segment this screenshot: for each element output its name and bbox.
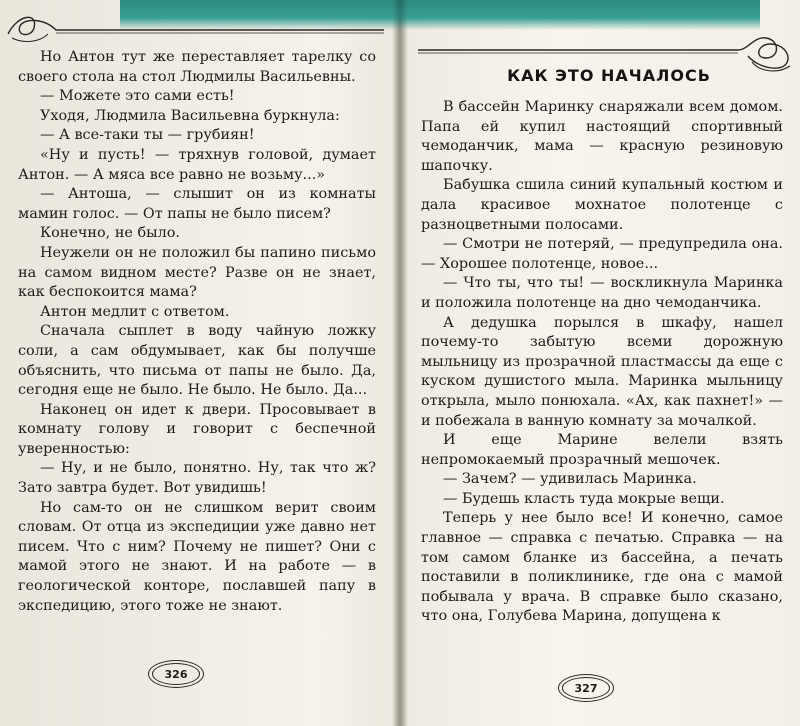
paragraph: Конечно, не было.	[40, 225, 181, 242]
paragraph: — Будешь класть туда мокрые вещи.	[443, 490, 725, 507]
paragraph: Теперь у нее было все! И конечно, самое главное — справка с печатью. Справка — на том самом бланке из бассейна, а печать поставили в поликлинике, где она с мамой побывала у врача. В справке было сказано, что она, Голубева Марина, допущена к	[421, 510, 783, 625]
paragraph: «Ну и пусть! — тряхнув головой, думает Антон. — А мяса все равно не возьму...»	[18, 146, 376, 183]
paragraph: — Что ты, что ты! — воскликнула Маринка и положила полотенце на дно чемоданчика.	[421, 275, 783, 311]
paragraph: Но Антон тут же переставляет тарелку со своего стола на стол Людмилы Васильевны.	[18, 49, 376, 85]
book-gutter	[392, 0, 408, 726]
paragraph: — А все-таки ты — грубиян!	[40, 127, 255, 144]
corner-ornament-icon	[4, 8, 384, 48]
left-page-text	[18, 48, 376, 616]
paragraph: — Можете это сами есть!	[40, 88, 235, 105]
paragraph: Сначала сыплет в воду чайную ложку соли, а сам обдумывает, как бы получше объяснить, что письма от папы не было. Да, сегодня еще не было. Не было. Не было. Да...	[18, 323, 376, 399]
paragraph: Наконец он идет к двери. Просовывает в комнату голову и говорит с беспечной уверенностью:	[18, 401, 376, 457]
paragraph: — Зачем? — удивилась Маринка.	[443, 471, 697, 488]
paragraph: А дедушка порылся в шкафу, нашел почему-то забытую всеми дорожную мыльницу из прозрачной пластмассы да еще с куском душистого мыла. Маринка мыльницу открыла, мыло понюхала. «Ах, как пахнет!» — и побежала в ванную комнату за мочалкой.	[421, 314, 783, 429]
paragraph: Уходя, Людмила Васильевна буркнула:	[40, 107, 340, 124]
right-page	[408, 0, 800, 726]
page-number-right	[558, 674, 614, 702]
paragraph: Антон медлит с ответом.	[40, 303, 230, 320]
paragraph: — Смотри не потеряй, — предупредила она. — Хорошее полотенце, новое...	[421, 236, 783, 272]
page-number-text: 326	[164, 667, 188, 681]
right-page-text	[421, 98, 783, 627]
left-page	[0, 0, 392, 726]
paragraph: Но сам-то он не слишком верит своим словам. От отца из экспедиции уже давно нет писем. Что с ним? Почему не пишет? Они с мамой этого не знают. И на работе — в геологической конторе, пославшей папу в экспедицию, этого тоже не знают.	[18, 499, 376, 614]
page-number-text: 327	[574, 681, 598, 695]
paragraph: Бабушка сшила синий купальный костюм и дала красивое мохнатое полотенце с разноцветными полосами.	[421, 177, 783, 233]
paragraph: — Антоша, — слышит он из комнаты мамин голос. — От папы не было писем?	[18, 186, 376, 222]
chapter-title: КАК ЭТО НАЧАЛОСЬ	[507, 66, 711, 85]
paragraph: Неужели он не положил бы папино письмо на самом видном месте? Разве он не знает, как беспокоится мама?	[18, 244, 376, 301]
paragraph: И еще Марине велели взять непромокаемый прозрачный мешочек.	[421, 432, 783, 468]
paragraph: В бассейн Маринку снаряжали всем домом. Папа ей купил настоящий спортивный чемоданчик, мама — красную резиновую шапочку.	[421, 99, 783, 174]
page-number-left	[148, 660, 204, 688]
paragraph: — Ну, и не было, понятно. Ну, так что ж? Зато завтра будет. Вот увидишь!	[18, 460, 376, 497]
